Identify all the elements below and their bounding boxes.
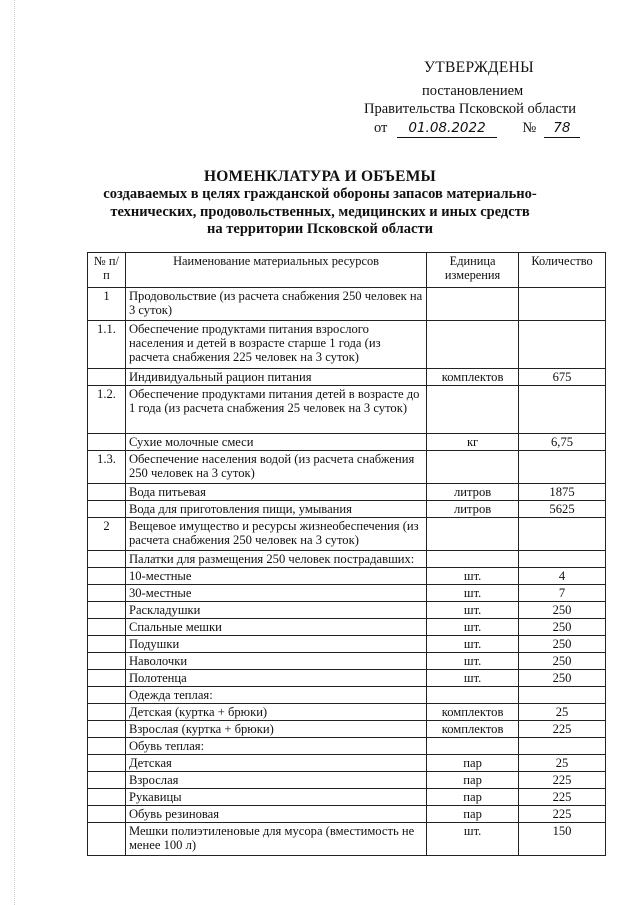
row-name: Мешки полиэтиленовые для мусора (вместимость не менее 100 л) (125, 823, 426, 856)
row-qty: 225 (519, 772, 606, 789)
row-unit (427, 386, 519, 434)
row-name: Вещевое имущество и ресурсы жизнеобеспечения (из расчета снабжения 250 человек на 3 суток) (125, 518, 426, 551)
table-row (88, 568, 606, 585)
row-unit: комплектов (427, 704, 519, 721)
page-margin-line (14, 0, 16, 905)
row-num (88, 670, 126, 687)
row-name: Раскладушки (125, 602, 426, 619)
row-qty: 25 (519, 755, 606, 772)
header-unit: Единица измерения (427, 253, 519, 288)
row-name: Обувь теплая: (125, 738, 426, 755)
row-unit: шт. (427, 823, 519, 856)
header-name: Наименование материальных ресурсов (125, 253, 426, 288)
row-num: 1.2. (88, 386, 126, 434)
row-qty: 1875 (519, 484, 606, 501)
row-name: Индивидуальный рацион питания (125, 369, 426, 386)
row-unit: пар (427, 806, 519, 823)
row-qty: 250 (519, 653, 606, 670)
subtitle-line-2: технических, продовольственных, медицинских и иных средств (110, 203, 530, 220)
header-qty: Количество (519, 253, 606, 288)
row-num (88, 721, 126, 738)
approval-date: 01.08.2022 (397, 120, 497, 138)
table-row (88, 653, 606, 670)
row-name: Взрослая (куртка + брюки) (125, 721, 426, 738)
table-row (88, 755, 606, 772)
row-num (88, 772, 126, 789)
table-row (88, 484, 606, 501)
row-qty: 250 (519, 670, 606, 687)
row-name: Спальные мешки (125, 619, 426, 636)
table-row (88, 806, 606, 823)
table-row (88, 670, 606, 687)
row-name: Подушки (125, 636, 426, 653)
approval-date-line (374, 118, 580, 138)
row-name: Полотенца (125, 670, 426, 687)
row-num (88, 687, 126, 704)
table-header-row (88, 253, 606, 288)
row-unit: пар (427, 755, 519, 772)
row-qty: 250 (519, 636, 606, 653)
row-num (88, 619, 126, 636)
row-num (88, 602, 126, 619)
row-unit: литров (427, 501, 519, 518)
nomenclature-table (87, 252, 606, 856)
approval-heading: УТВЕРЖДЕНЫ (424, 59, 534, 76)
row-qty (519, 321, 606, 369)
row-qty: 7 (519, 585, 606, 602)
table-row (88, 501, 606, 518)
row-qty (519, 738, 606, 755)
row-name: Обувь резиновая (125, 806, 426, 823)
row-unit: шт. (427, 619, 519, 636)
row-num (88, 636, 126, 653)
row-qty: 5625 (519, 501, 606, 518)
row-name: Детская (125, 755, 426, 772)
row-num: 1.1. (88, 321, 126, 369)
row-unit: комплектов (427, 369, 519, 386)
date-prefix: от (374, 120, 388, 136)
row-name: 30-местные (125, 585, 426, 602)
row-num (88, 653, 126, 670)
row-unit: шт. (427, 602, 519, 619)
row-unit (427, 451, 519, 484)
row-num: 2 (88, 518, 126, 551)
row-qty: 150 (519, 823, 606, 856)
row-qty (519, 386, 606, 434)
row-qty (519, 687, 606, 704)
row-num (88, 806, 126, 823)
row-name: Рукавицы (125, 789, 426, 806)
row-unit (427, 288, 519, 321)
row-qty: 250 (519, 619, 606, 636)
row-qty: 675 (519, 369, 606, 386)
document-title: НОМЕНКЛАТУРА И ОБЪЕМЫ (204, 168, 436, 185)
table-body (88, 288, 606, 856)
row-unit: литров (427, 484, 519, 501)
header-num: № п/п (88, 253, 126, 288)
row-unit: пар (427, 789, 519, 806)
table-row (88, 636, 606, 653)
row-qty: 25 (519, 704, 606, 721)
row-unit (427, 518, 519, 551)
table-row (88, 551, 606, 568)
table-row (88, 772, 606, 789)
table-row (88, 602, 606, 619)
table-row (88, 619, 606, 636)
row-qty: 6,75 (519, 434, 606, 451)
row-name: Детская (куртка + брюки) (125, 704, 426, 721)
row-name: Палатки для размещения 250 человек пострадавших: (125, 551, 426, 568)
number-prefix: № (522, 120, 537, 136)
table-row (88, 451, 606, 484)
row-num (88, 823, 126, 856)
table-row (88, 738, 606, 755)
row-name: Вода питьевая (125, 484, 426, 501)
table-row (88, 434, 606, 451)
row-name: Обеспечение продуктами питания детей в возрасте до 1 года (из расчета снабжения 25 человек на 3 суток) (125, 386, 426, 434)
row-unit: кг (427, 434, 519, 451)
row-num (88, 551, 126, 568)
row-unit: пар (427, 772, 519, 789)
table-row (88, 789, 606, 806)
row-qty (519, 518, 606, 551)
row-name: Обеспечение населения водой (из расчета снабжения 250 человек на 3 суток) (125, 451, 426, 484)
row-unit (427, 738, 519, 755)
row-num (88, 484, 126, 501)
row-name: Обеспечение продуктами питания взрослого населения и детей в возрасте старше 1 года (из расчета снабжения 225 человек на 3 суток) (125, 321, 426, 369)
row-qty: 225 (519, 806, 606, 823)
row-qty: 225 (519, 789, 606, 806)
row-qty: 250 (519, 602, 606, 619)
subtitle-line-3: на территории Псковской области (207, 221, 433, 237)
subtitle-line-1: создаваемых в целях гражданской обороны запасов материально- (103, 186, 537, 202)
row-unit: шт. (427, 585, 519, 602)
row-name: Продовольствие (из расчета снабжения 250 человек на 3 суток) (125, 288, 426, 321)
row-unit: шт. (427, 636, 519, 653)
approval-by: постановлением (422, 83, 524, 99)
row-unit: комплектов (427, 721, 519, 738)
row-qty (519, 551, 606, 568)
table-row (88, 823, 606, 856)
row-unit (427, 687, 519, 704)
row-name: Наволочки (125, 653, 426, 670)
row-num (88, 369, 126, 386)
row-num (88, 568, 126, 585)
table-row (88, 704, 606, 721)
row-unit: шт. (427, 653, 519, 670)
approval-number: 78 (544, 120, 580, 138)
row-num: 1 (88, 288, 126, 321)
row-name: Взрослая (125, 772, 426, 789)
table-row (88, 518, 606, 551)
approval-authority: Правительства Псковской области (364, 101, 576, 117)
row-num (88, 434, 126, 451)
row-unit (427, 551, 519, 568)
row-name: Сухие молочные смеси (125, 434, 426, 451)
table-row (88, 321, 606, 369)
table-row (88, 585, 606, 602)
row-qty (519, 451, 606, 484)
row-num (88, 789, 126, 806)
row-name: 10-местные (125, 568, 426, 585)
table-row (88, 369, 606, 386)
row-qty: 225 (519, 721, 606, 738)
table-row (88, 288, 606, 321)
row-num (88, 755, 126, 772)
row-qty (519, 288, 606, 321)
row-name: Одежда теплая: (125, 687, 426, 704)
document-subtitle (0, 186, 640, 239)
row-unit: шт. (427, 670, 519, 687)
row-unit (427, 321, 519, 369)
row-name: Вода для приготовления пищи, умывания (125, 501, 426, 518)
table-row (88, 386, 606, 434)
table-row (88, 687, 606, 704)
row-unit: шт. (427, 568, 519, 585)
table-row (88, 721, 606, 738)
row-num (88, 738, 126, 755)
row-num: 1.3. (88, 451, 126, 484)
row-qty: 4 (519, 568, 606, 585)
row-num (88, 585, 126, 602)
row-num (88, 501, 126, 518)
row-num (88, 704, 126, 721)
